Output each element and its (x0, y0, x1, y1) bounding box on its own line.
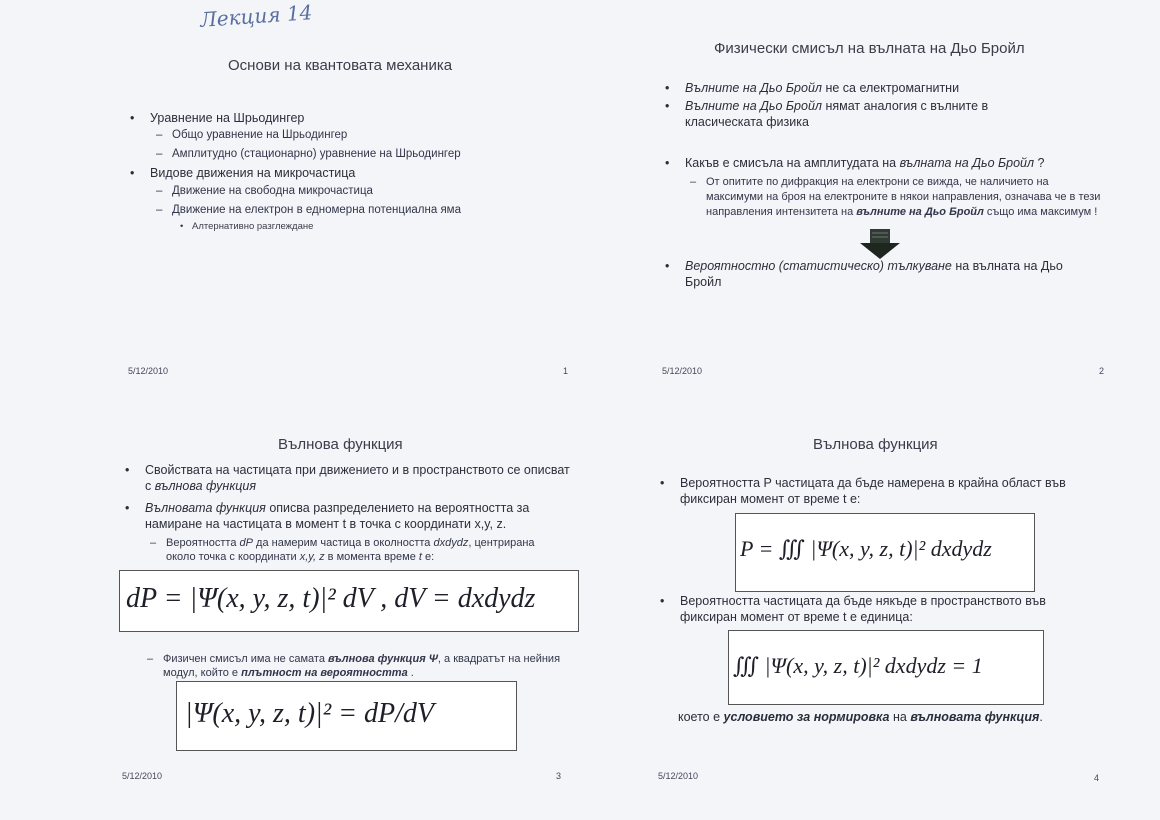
down-arrow-icon (857, 228, 903, 260)
list-item: • Вероятността частицата да бъде някъде в пространството във фиксиран момент от време t е единица: (680, 593, 1100, 625)
slide-title: Основи на квантовата механика (228, 57, 453, 74)
list-item: • Вълновата функция описва разпределението на вероятността за намиране на частицата в момент t в точка с координати x,y, z. (145, 500, 575, 532)
slide-date: 5/12/2010 (662, 366, 703, 376)
normalization-text: което е условието за нормировка на вълновата функция. (678, 710, 1043, 724)
formula-box (728, 630, 1044, 705)
formula-dP: dP = |Ψ(x, y, z, t)|² dV , dV = dxdydz (126, 583, 536, 614)
list-item: – Движение на свободна микрочастица (172, 184, 373, 199)
list-item: • Вероятностно (статистическо) тълкуване на вълната на Дьо Бройл (685, 258, 1085, 290)
list-item: • Вероятността P частицата да бъде намерена в крайна област във фиксиран момент от време t е: (680, 475, 1100, 507)
list-item: – Движение на електрон в едномерна потенциална яма (172, 203, 461, 218)
formula-box (735, 513, 1035, 592)
slide-2 (580, 0, 1160, 400)
list-item: – От опитите по дифракция на електрони се вижда, че наличието на максимуми на броя на електроните в някои направления, означава че в тези направления интензитета на вълните на Дьо Бройл също има максимум ! (706, 175, 1106, 220)
list-item: • Уравнение на Шрьодингер (150, 110, 304, 126)
slide-date: 5/12/2010 (658, 771, 699, 781)
formula-P: P = ∭ |Ψ(x, y, z, t)|² dxdydz (740, 536, 992, 561)
slide-date: 5/12/2010 (122, 771, 163, 781)
list-item: – Амплитудно (стационарно) уравнение на Шрьодингер (172, 147, 461, 162)
list-item: • Алтернативно разглеждане (192, 220, 313, 233)
list-item: • Свойствата на частицата при движението и в пространството се описват с вълнова функция (145, 462, 575, 494)
slide-number: 1 (563, 366, 569, 376)
slide-title: Вълнова функция (813, 436, 938, 453)
formula-normalization: ∭ |Ψ(x, y, z, t)|² dxdydz = 1 (733, 653, 983, 678)
list-item: – Вероятността dP да намерим частица в околността dxdydz, центрирана около точка с координати x,y, z в момента време t е: (166, 536, 566, 564)
formula-density: |Ψ(x, y, z, t)|² = dP/dV (185, 698, 434, 729)
handwritten-note: Лекция 14 (199, 0, 314, 32)
formula-box (119, 570, 579, 632)
slide-number: 4 (1094, 773, 1100, 783)
slide-number: 2 (1099, 366, 1105, 376)
formula-box (176, 681, 517, 751)
list-item: • Вълните на Дьо Бройл не са електромагнитни (685, 80, 959, 96)
slide-4 (580, 400, 1160, 820)
slide-title: Физически смисъл на вълната на Дьо Бройл (714, 40, 1025, 57)
list-item: • Какъв е смисъла на амплитудата на вълната на Дьо Бройл ? (685, 155, 1044, 171)
slide-3 (0, 400, 580, 820)
slide-date: 5/12/2010 (128, 366, 169, 376)
list-item: – Общо уравнение на Шрьодингер (172, 128, 347, 143)
list-item: – Физичен смисъл има не самата вълнова функция Ψ, а квадратът на нейния модул, който е плътност на вероятността . (163, 652, 563, 680)
slide-1 (0, 0, 580, 400)
list-item: • Видове движения на микрочастица (150, 165, 355, 181)
list-item: • Вълните на Дьо Бройл нямат аналогия с вълните в класическата физика (685, 98, 1045, 130)
slide-number: 3 (556, 771, 562, 781)
slide-title: Вълнова функция (278, 436, 403, 453)
